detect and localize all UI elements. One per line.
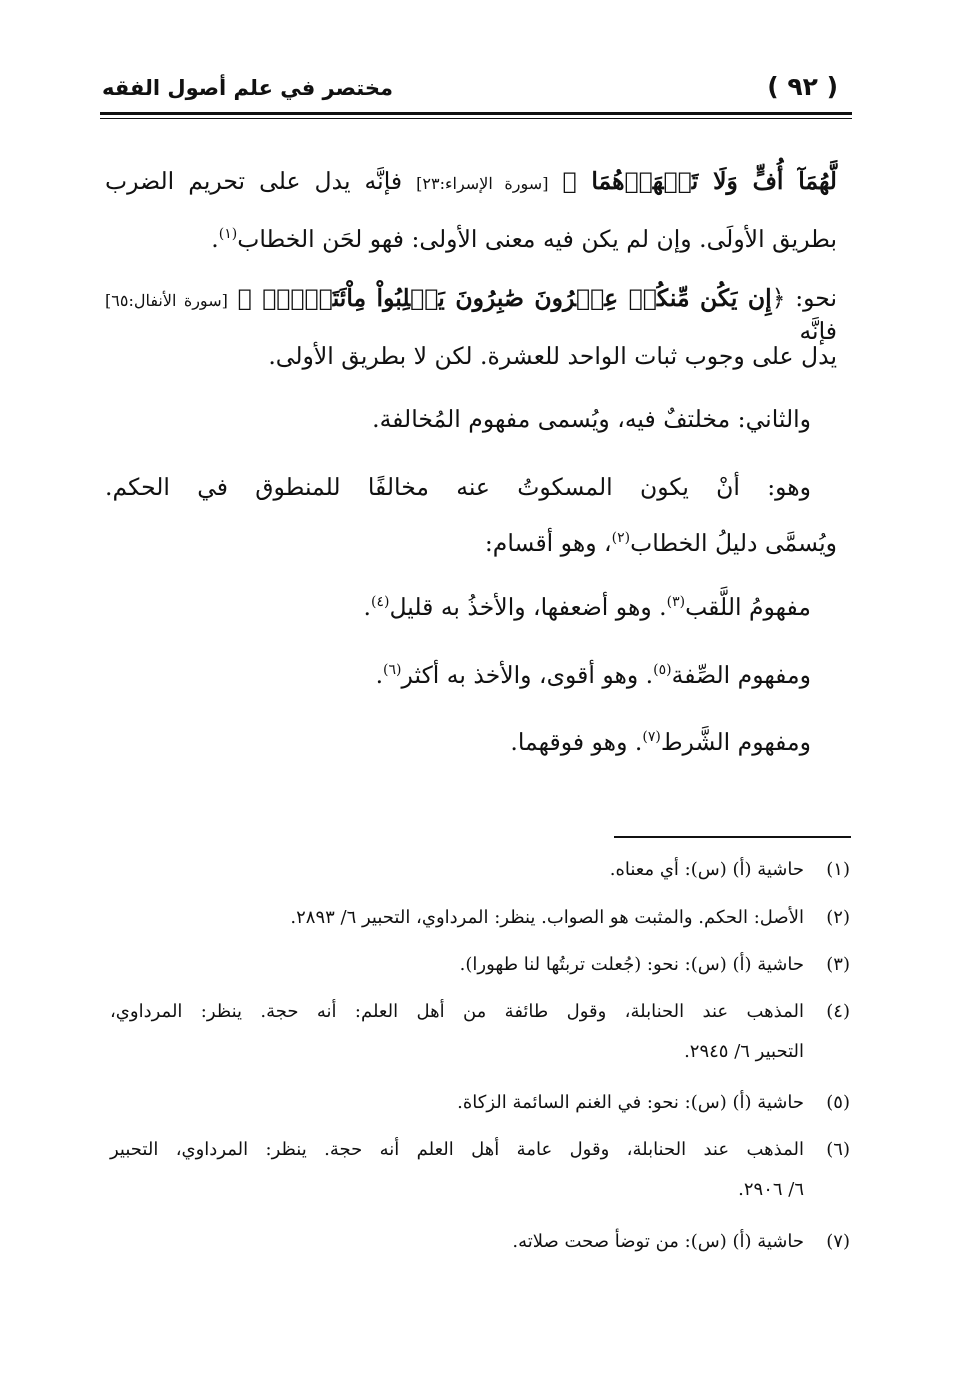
footnotes xyxy=(110,855,850,1275)
footnote-marker[interactable]: (١) xyxy=(218,226,238,243)
text-span: مفهومُ اللَّقب xyxy=(685,593,811,621)
text-span: بطريق الأولَى. وإن لم يكن فيه معنى الأولى: فهو لحَن الخطاب xyxy=(237,225,837,253)
text-span: فإنَّه xyxy=(799,317,837,345)
list-item xyxy=(510,727,811,758)
text-span: . xyxy=(375,661,384,689)
text-span: . xyxy=(363,593,371,621)
text-span: . xyxy=(211,225,219,253)
footnote-text: المذهب عند الحنابلة، وقول طائفة من أهل العلم: أنه حجة. ينظر: المرداوي، xyxy=(110,1001,804,1022)
paragraph-4-line-1 xyxy=(105,472,811,503)
list-item xyxy=(376,660,811,691)
footnote-text: التحبير ٦/ ٢٩٤٥. xyxy=(684,1041,804,1062)
text-span: ومفهوم الصِّفة xyxy=(671,661,811,689)
verse-reference: [سورة الإسراء:٢٣] xyxy=(416,174,549,193)
paragraph-2-line-2 xyxy=(268,341,837,372)
footnote-text: حاشية (أ) (س): نحو: (جُعلت تربتُها لنا طهورا). xyxy=(459,954,804,975)
footnote-text: المذهب عند الحنابلة، وقول عامة أهل العلم أنه حجة. ينظر: المرداوي، التحبير xyxy=(110,1139,804,1160)
footnote-number: (٧) xyxy=(826,1231,850,1252)
footnote-text: الأصل: الحكم. والمثبت هو الصواب. ينظر: المرداوي، التحبير ٦/ ٢٨٩٣. xyxy=(290,907,804,928)
footnote-number: (١) xyxy=(826,859,850,880)
footnote-marker[interactable]: (٣) xyxy=(666,594,686,611)
quran-verse: لَّهُمَآ أُفٍّ وَلَا تَنۡهَرۡهُمَا ﴾ xyxy=(562,167,837,195)
footnote-number: (٣) xyxy=(826,954,850,975)
text-span: ومفهوم الشَّرط xyxy=(660,728,811,756)
verse-reference: [سورة الأنفال:٦٥] xyxy=(105,291,228,310)
footnote-marker[interactable]: (٧) xyxy=(642,729,661,746)
footnote-text: حاشية (أ) (س): أي معناه. xyxy=(609,859,804,880)
text-span: ويُسمَّى دليلُ الخطاب xyxy=(630,529,837,557)
text-span: ، وهو أقسام: xyxy=(484,529,612,557)
running-title: مختصر في علم أصول الفقه xyxy=(102,76,394,100)
text-span: . وهو أضعفها، والأخذُ به قليل xyxy=(389,593,667,621)
paragraph-1-line-1 xyxy=(105,166,837,197)
page-number: ( ٩٢ ) xyxy=(767,72,838,101)
paragraph-2-line-1 xyxy=(105,283,837,345)
footnote-marker[interactable]: (٤) xyxy=(370,594,390,611)
footnote-text: حاشية (أ) (س): نحو: في الغنم السائمة الزكاة. xyxy=(457,1092,804,1113)
footnote-text: حاشية (أ) (س): من توضأ صحت صلاته. xyxy=(512,1231,804,1252)
footnote-marker[interactable]: (٦) xyxy=(383,662,402,679)
footnote-number: (٥) xyxy=(826,1092,850,1113)
text-span: وهو: أنْ يكون المسكوتُ عنه مخالفًا للمنطوق في الحكم. xyxy=(105,473,811,501)
footnote-text: ٦/ ٢٩٠٦. xyxy=(738,1179,804,1200)
text-span: يدل على وجوب ثبات الواحد للعشرة. لكن لا بطريق الأولى. xyxy=(268,342,837,370)
footnote-marker[interactable]: (٢) xyxy=(611,530,631,547)
paragraph-1-line-2 xyxy=(211,224,837,255)
footnote-number: (٢) xyxy=(826,907,850,928)
main-text xyxy=(105,0,837,800)
text-span: . وهو فوقهما. xyxy=(510,728,643,756)
footnote-separator xyxy=(614,836,851,838)
quran-verse: إِن يَكُن مِّنكُمۡ عِشۡرُونَ صَٰبِرُونَ يَغۡلِبُواْ مِاْئَتَيۡنِۚ ﴾ xyxy=(237,284,772,312)
footnote-number: (٦) xyxy=(826,1139,850,1160)
text-span: فإنَّه يدل على تحريم الضرب xyxy=(105,167,403,195)
text-span: والثاني: مخلتفٌ فيه، ويُسمى مفهوم المُخالفة. xyxy=(372,405,811,433)
paragraph-4-line-2 xyxy=(485,528,837,559)
text-span: نحو: ﴿ xyxy=(771,284,837,312)
list-item xyxy=(364,592,812,623)
paragraph-3 xyxy=(372,404,811,435)
footnote-number: (٤) xyxy=(826,1001,850,1022)
footnote-marker[interactable]: (٥) xyxy=(653,662,672,679)
text-span: . وهو أقوى، والأخذ به أكثر xyxy=(401,661,654,689)
